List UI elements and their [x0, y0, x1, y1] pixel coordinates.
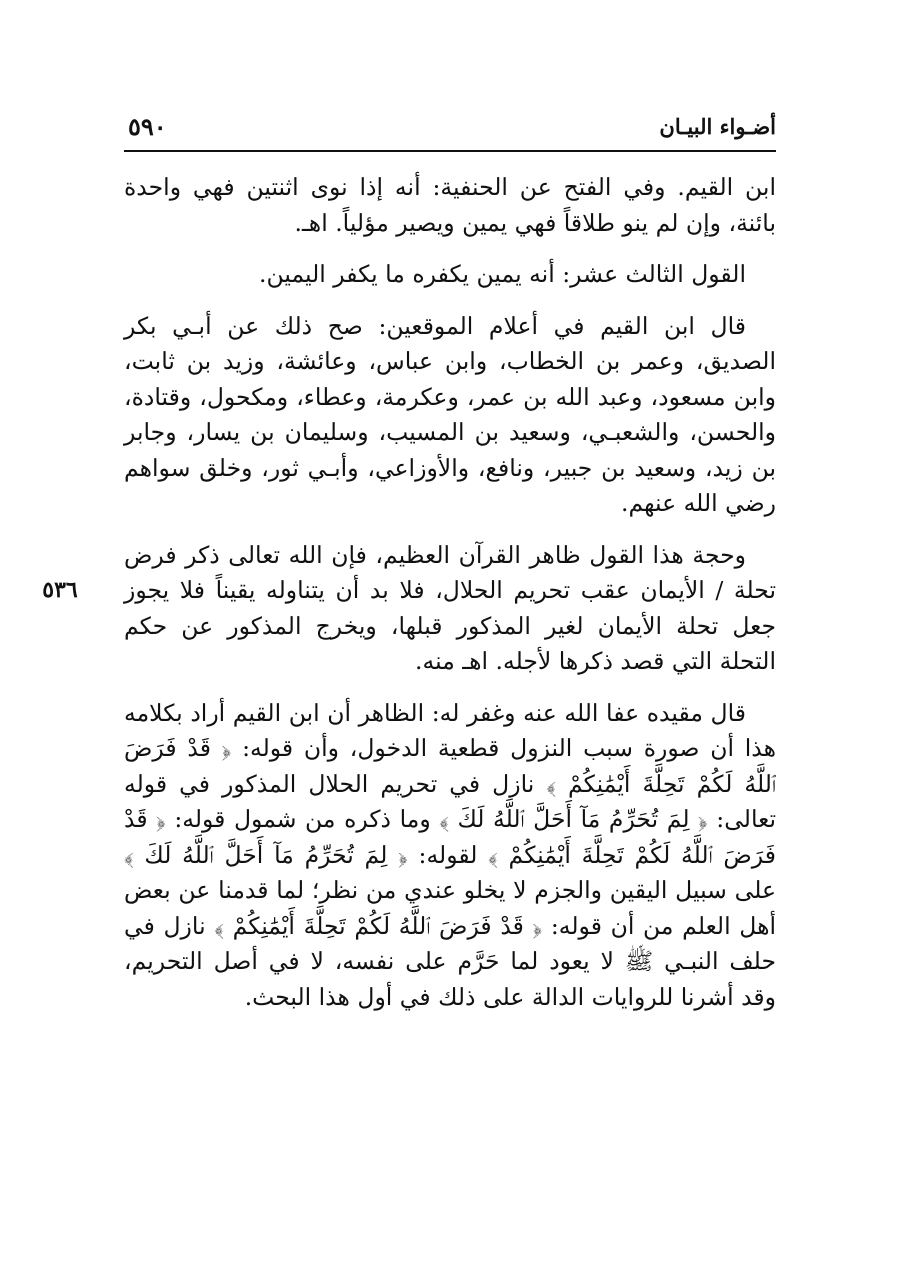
paragraph-2: القول الثالث عشر: أنه يمين يكفره ما يكفر اليمين. — [259, 260, 746, 288]
page-body — [42, 170, 776, 1031]
paragraph-4-wrapper — [42, 538, 776, 680]
page-header — [124, 112, 776, 152]
paragraph-5: قال مقيده عفا الله عنه وغفر له: الظاهر أن ابن القيم أراد بكلامه هذا أن صورة سبب النزول قطعية الدخول، وأن قوله: ﴿ قَدْ فَرَضَ ٱللَّهُ لَكُمْ تَحِلَّةَ أَيْمَٰنِكُمْ ﴾ نازل في تحريم الحلال المذكور في قوله تعالى: ﴿ لِمَ تُحَرِّمُ مَآ أَحَلَّ ٱللَّهُ لَكَ ﴾ وما ذكره من شمول قوله: ﴿ قَدْ فَرَضَ ٱللَّهُ لَكُمْ تَحِلَّةَ أَيْمَٰنِكُمْ ﴾ لقوله: ﴿ لِمَ تُحَرِّمُ مَآ أَحَلَّ ٱللَّهُ لَكَ ﴾ على سبيل اليقين والجزم لا يخلو عندي من نظر؛ لما قدمنا عن بعض أهل العلم من أن قوله: ﴿ قَدْ فَرَضَ ٱللَّهُ لَكُمْ تَحِلَّةَ أَيْمَٰنِكُمْ ﴾ نازل في حلف النبـي ﷺ لا يعود لما حَرَّم على نفسه، لا في أصل التحريم، وقد أشرنا للروايات الدالة على ذلك في أول هذا البحث. — [124, 698, 776, 1011]
paragraph-1: ابن القيم. وفي الفتح عن الحنفية: أنه إذا نوى اثنتين فهي واحدة بائنة، وإن لم ينو طلاقاً فهي يمين ويصير مؤلياً. اهـ. — [124, 173, 776, 237]
paragraph-3: قال ابن القيم في أعلام الموقعين: صح ذلك عن أبـي بكر الصديق، وعمر بن الخطاب، وابن عباس، وعائشة، وزيد بن ثابت، وابن مسعود، وعبد الله بن عمر، وعكرمة، وعطاء، ومكحول، وقتادة، والحسن، والشعبـي، وسعيد بن المسيب، وسليمان بن يسار، وجابر بن زيد، وسعيد بن جبير، ونافع، والأوزاعي، وأبـي ثور، وخلق سواهم رضي الله عنهم. — [124, 311, 776, 517]
margin-page-reference: ٥٣٦ — [42, 576, 78, 603]
running-title: أضـواء البيـان — [659, 114, 776, 139]
page-number: ٥٩٠ — [128, 112, 167, 141]
paragraph-4: وحجة هذا القول ظاهر القرآن العظيم، فإن الله تعالى ذكر فرض تحلة / الأيمان عقب تحريم الحلال، فلا بد أن يتناوله يقيناً فلا يجوز جعل تحلة الأيمان لغير المذكور قبلها، ويخرج المذكور عن حكم التحلة التي قصد ذكرها لأجله. اهـ منه. — [124, 540, 776, 675]
